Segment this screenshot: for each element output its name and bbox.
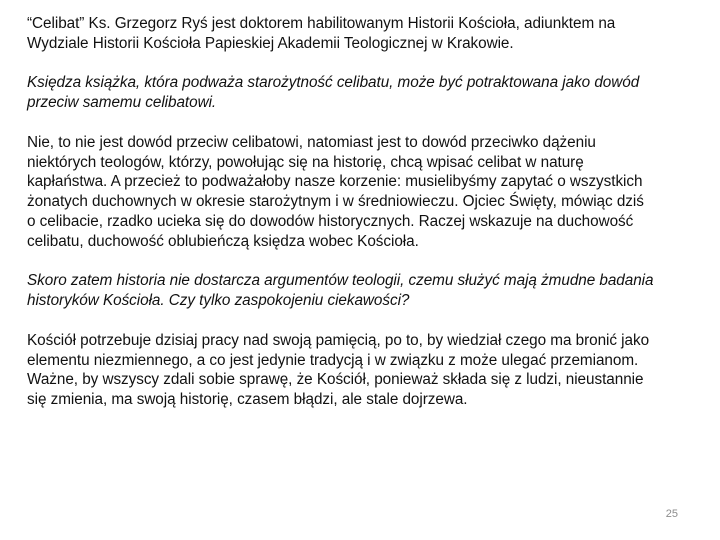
slide-body-text [27, 14, 707, 430]
paragraph-question-1: Księdza książka, która podważa starożytność celibatu, może być potraktowana jako dowód przeciw samemu celibatowi. [27, 74, 640, 112]
paragraph-intro: “Celibat” Ks. Grzegorz Ryś jest doktorem habilitowanym Historii Kościoła, adiunktem na Wydziale Historii Kościoła Papieskiej Akademii Teologicznej w Krakowie. [27, 15, 616, 52]
paragraph-answer-1: Nie, to nie jest dowód przeciw celibatowi, natomiast jest to dowód przeciwko dążeniu niektórych teologów, którzy, powołując się na historię, chcą wpisać celibat w naturę kapłaństwa. A przecież to podważałoby nasze korzenie: musielibyśmy zapytać o wszystkich żonatych duchownych w okresie starożytnym i w średniowieczu. Ojciec Święty, mówiąc dziś o celibacie, rzadko ucieka się do dowodów historycznych. Raczej wskazuje na duchowość celibatu, duchowość oblubieńczą księdza wobec Kościoła. [27, 133, 644, 250]
page-number: 25 [665, 508, 678, 520]
paragraph-question-2: Skoro zatem historia nie dostarcza argumentów teologii, czemu służyć mają żmudne badania historyków Kościoła. Czy tylko zaspokojeniu ciekawości? [27, 272, 654, 310]
paragraph-answer-2: Kościół potrzebuje dzisiaj pracy nad swoją pamięcią, po to, by wiedział czego ma bronić jako elementu niezmiennego, a co jest jedynie tradycją i w związku z może ulegać przemianom. Ważne, by wszyscy zdali sobie sprawę, że Kościół, ponieważ składa się z ludzi, nieustannie się zmienia, ma swoją historię, czasem błądzi, ale stale dojrzewa. [27, 331, 650, 409]
